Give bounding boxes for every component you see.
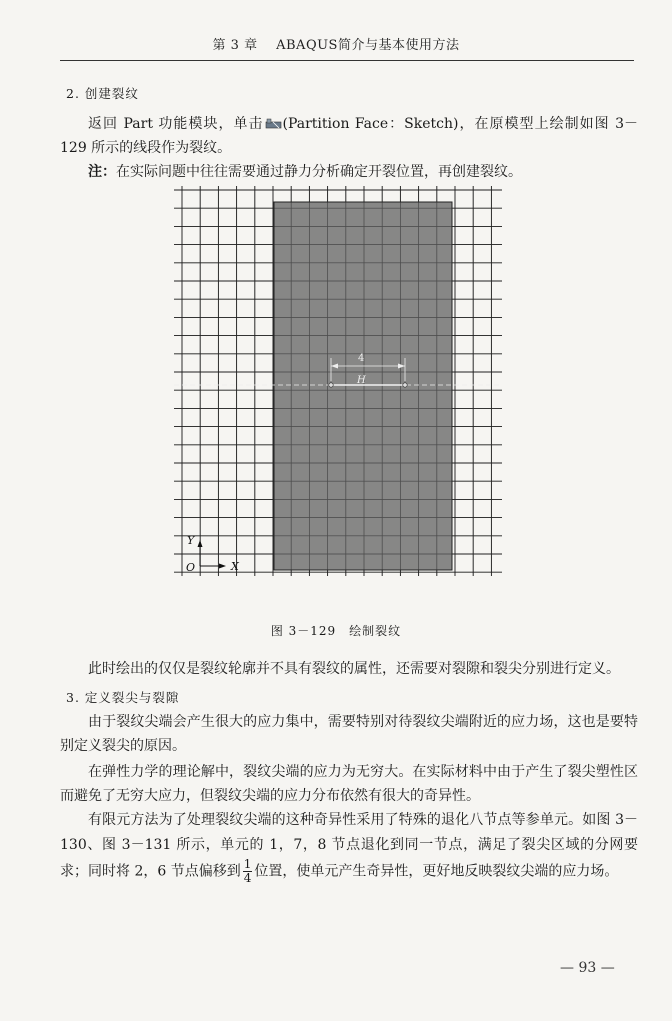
- paragraph-stress-concentration: 由于裂纹尖端会产生很大的应力集中，需要特别对待裂纹尖端附近的应力场，这也是要特别定义裂尖的原因。: [60, 714, 638, 754]
- partition-face-sketch-icon: [265, 118, 282, 129]
- section-heading-define-tip: 3. 定义裂尖与裂隙: [66, 690, 180, 705]
- crack-start-point: [329, 383, 333, 387]
- para-text-before: 返回 Part 功能模块，单击: [88, 116, 264, 132]
- note-paragraph: [60, 160, 638, 184]
- note-text: 在实际问题中往往需要通过静力分析确定开裂位置，再创建裂纹。: [116, 164, 522, 180]
- section-heading-create-crack: 2. 创建裂纹: [66, 86, 139, 101]
- page-number: — 93 —: [560, 960, 615, 976]
- figure-caption: 图 3－129 绘制裂纹: [270, 624, 402, 638]
- paragraph-partition: [60, 112, 638, 160]
- quarter-fraction: [243, 858, 253, 885]
- origin-label: O: [186, 561, 196, 574]
- dimension-value: 4: [358, 353, 365, 364]
- paragraph-elasticity: 在弹性力学的理论解中，裂纹尖端的应力为无穷大。在实际材料中由于产生了裂尖塑性区而避免了无穷大应力，但裂纹尖端的应力分布依然有很大的奇异性。: [60, 764, 638, 804]
- y-axis-label: Y: [187, 534, 195, 547]
- note-label: 注：: [88, 164, 116, 180]
- page-header: [0, 34, 672, 53]
- fem-text: 有限元方法为了处理裂纹尖端的这种奇异性采用了特殊的退化八节点等参单元。如图 3－130、图 3－131 所示，单元的 1，7，8 节点退化到同一节点，满足了裂尖区域的分网要求；同时将 2，6 节点偏移到: [60, 812, 638, 880]
- dimension-symbol: H: [357, 375, 366, 386]
- chapter-title: ABAQUS简介与基本使用方法: [276, 38, 460, 53]
- paragraph-outline-only: 此时绘出的仅仅是裂纹轮廓并不具有裂纹的属性，还需要对裂隙和裂尖分别进行定义。: [88, 661, 620, 677]
- x-axis-arrowhead: [219, 564, 226, 569]
- fraction-numerator: 1: [243, 857, 252, 871]
- fraction-denominator: 4: [243, 871, 252, 885]
- crack-end-point: [403, 383, 407, 387]
- paragraph-fem: [60, 808, 638, 885]
- fem-text-after: 位置，使单元产生奇异性，更好地反映裂纹尖端的应力场。: [254, 863, 619, 880]
- chapter-number: 第 3 章: [212, 38, 258, 53]
- x-axis-label: X: [231, 560, 239, 573]
- y-axis-arrowhead: [198, 540, 203, 547]
- crack-sketch-figure: [174, 186, 502, 590]
- para-text-after: (Partition Face：Sketch)，在原模型上绘制如图 3－129 所示的线段作为裂纹。: [60, 116, 639, 156]
- plate-region: [274, 202, 452, 570]
- header-rule: [60, 60, 634, 61]
